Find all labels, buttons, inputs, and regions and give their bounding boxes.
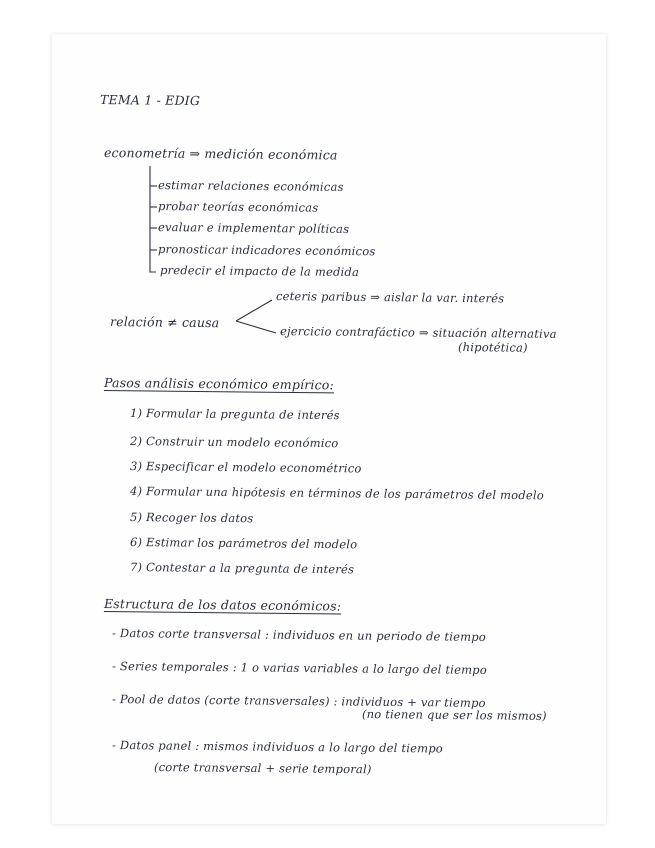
step-item: 3) Especificar el modelo econométrico [129,459,362,476]
data-structure-item: - Pool de datos (corte transversales) : individuos + var tiempo [111,692,486,710]
step-item: 5) Recoger los datos [129,510,254,526]
page-title: TEMA 1 - EDIG [99,92,201,109]
intro-item: probar teorías económicas [157,199,319,215]
intro-item: predecir el impacto de la medida [159,263,360,280]
steps-heading: Pasos análisis económico empírico: [103,375,335,393]
intro-item: estimar relaciones económicas [157,178,344,194]
step-item: 2) Construir un modelo económico [129,434,339,451]
data-structure-item: - Series temporales : 1 o varias variables a lo largo del tiempo [111,659,487,677]
step-item: 7) Contestar a la pregunta de interés [129,560,355,577]
data-structure-item: - Datos panel : mismos individuos a lo largo del tiempo [111,738,444,756]
data-structure-item-cont: (no tienen que ser los mismos) [361,707,547,723]
relation-bottom-branch: ejercicio contrafáctico ⇒ situación alternativa [279,324,557,341]
intro-main: econometría ⇒ medición económica [103,145,338,163]
step-item: 4) Formular una hipótesis en términos de los parámetros del modelo [129,484,544,503]
relation-label: relación ≠ causa [109,314,220,331]
intro-item: evaluar e implementar políticas [157,220,350,237]
data-structure-item-cont: (corte transversal + serie temporal) [153,760,372,777]
step-item: 1) Formular la pregunta de interés [129,406,340,423]
step-item: 6) Estimar los parámetros del modelo [129,535,358,552]
data-structure-heading: Estructura de los datos económicos: [103,596,342,614]
relation-bottom-cont: (hipotética) [457,340,528,355]
intro-item: pronosticar indicadores económicos [157,242,376,259]
relation-top-branch: ceteris paribus ⇒ aislar la var. interés [275,289,505,306]
data-structure-item: - Datos corte transversal : individuos en un periodo de tiempo [111,626,487,644]
